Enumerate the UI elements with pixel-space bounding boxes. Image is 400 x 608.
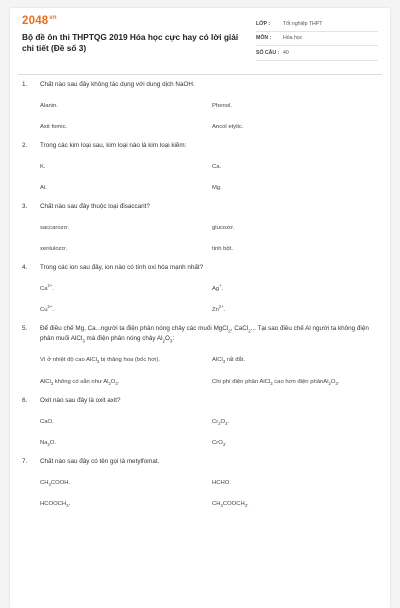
question-6 [10,396,390,448]
option-a[interactable]: $CH_3COOH$. [40,480,71,488]
document-meta [256,17,378,61]
question-number: 3. [22,203,28,210]
header-divider [18,74,382,75]
option-c[interactable]: $Na_2O$. [40,440,57,448]
option-c[interactable]: AlCl$_3$ không có sẵn như $Al_2O_3$. [40,379,120,387]
question-5 [10,324,390,387]
document-page [10,8,390,608]
meta-row-subject: MÔN : Hóa học [256,32,378,47]
question-text: Oxit nào sau đây là oxit axit? [40,397,121,404]
site-logo[interactable]: $2048^{vn}$ [22,15,57,27]
option-c[interactable]: Al. [40,185,47,191]
question-text: Chất nào sau đây thuộc loại đisaccarit? [40,203,150,210]
option-b[interactable]: $Cr_2O_3$. [212,419,230,427]
meta-row-class: LỚP : Tốt nghiệp THPT [256,17,378,32]
option-d[interactable]: Ancol etylic. [212,124,244,130]
option-a[interactable]: $Ca^{2+}$. [40,283,54,292]
option-d[interactable]: $CH_3COOCH_3$. [212,501,249,509]
option-b[interactable]: HCHO. [212,480,231,486]
option-c[interactable]: Axit fomic. [40,124,68,130]
question-number: 5. [22,325,28,332]
question-number: 4. [22,264,28,271]
option-d[interactable]: $Zn^{2+}$. [212,304,226,313]
option-a[interactable]: K. [40,164,46,170]
option-c[interactable]: xenlulozơ. [40,246,68,252]
option-a[interactable]: CaO. [40,419,54,425]
option-b[interactable]: Phenol. [212,103,232,109]
option-b[interactable]: Ag+. [212,283,224,292]
document-title: Bộ đề ôn thi THPTQG 2019 Hóa học cực hay có lời giải chi tiết (Đề số 3) [22,32,239,53]
document-header [10,8,390,75]
question-list [10,80,390,518]
option-d[interactable]: CrO$_3$. [212,440,227,448]
meta-row-count: SỐ CÂU : 40 [256,46,378,61]
option-a[interactable]: saccarozơ. [40,225,70,231]
question-number: 7. [22,458,28,465]
option-d[interactable]: tinh bột. [212,246,233,252]
option-b[interactable]: Ca. [212,164,222,170]
option-b[interactable]: glucozơ. [212,225,235,231]
question-text: Chất nào sau đây có tên gọi là metylfomat. [40,458,160,465]
option-d[interactable]: Mg. [212,185,222,191]
option-c[interactable]: $Cu^{2+}$. [40,304,54,313]
question-number: 1. [22,81,28,88]
question-text: Trong các ion sau đây, ion nào có tính oxi hóa mạnh nhất? [40,264,204,271]
option-a[interactable]: Alanin. [40,103,59,109]
question-text: Trong các kim loại sau, kim loại nào là kim loại kiềm: [40,142,187,149]
question-7 [10,457,390,509]
question-1 [10,80,390,132]
question-number: 2. [22,142,28,149]
question-text: Chất nào sau đây không tác dụng với dung dịch NaOH. [40,81,195,88]
question-text: Để điều chế Mg, Ca...người ta điện phân nóng chảy các muối MgCl$_2$, CaCl$_2$... Tại sao điều chế Al người ta không điện phân muối AlCl$_3$ mà điện phân nóng chảy $Al_2O_3$: [40,325,369,344]
question-4 [10,263,390,315]
question-2 [10,141,390,193]
option-d[interactable]: Chi phí điện phân AlCl$_3$ cao hơn điện $phânAl_2O_3$. [212,379,340,387]
option-b[interactable]: AlCl$_3$ rất đắt. [212,357,246,365]
option-a[interactable]: Vì ở nhiệt độ cao AlCl$_3$ bị thăng hoa (bốc hơi). [40,357,161,365]
question-3 [10,202,390,254]
question-number: 6. [22,397,28,404]
option-c[interactable]: $HCOOCH_3$. [40,501,71,509]
